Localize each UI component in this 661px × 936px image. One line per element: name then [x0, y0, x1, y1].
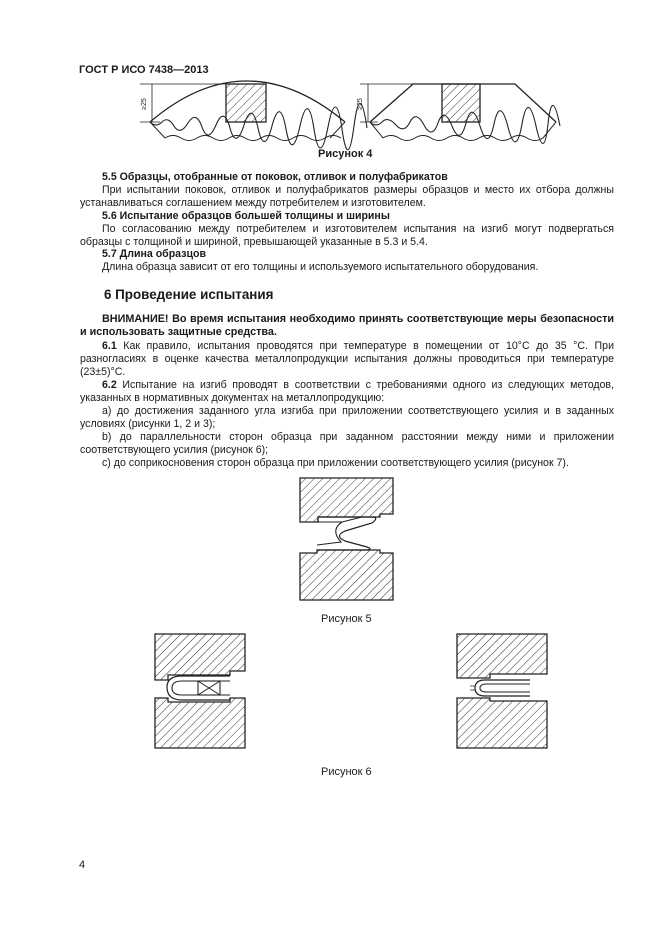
fig5-lower-block	[300, 550, 393, 600]
fig4-left-specimen	[226, 84, 266, 122]
paragraph-6-1-number: 6.1	[102, 340, 117, 352]
fig4-dim-right: ≥25	[357, 98, 364, 110]
fig6-right-specimen	[475, 680, 530, 696]
fig4-right-specimen	[442, 84, 480, 122]
fig6-left-upper-block	[155, 634, 245, 680]
list-item-b: b) до параллельности сторон образца при заданном расстоянии между ними и приложении соответствующего усилия (рисунок 6);	[80, 431, 614, 457]
fig5-upper-block	[300, 478, 393, 522]
section-5-6-title: 5.6 Испытание образцов большей толщины и ширины	[102, 210, 390, 222]
section-5-7-body: Длина образца зависит от его толщины и используемого испытательного оборудования.	[102, 261, 539, 273]
fig4-dim-left: ≥25	[141, 98, 148, 110]
document-code: ГОСТ Р ИСО 7438—2013	[79, 64, 209, 76]
section-5-6-body: По согласованию между потребителем и изготовителем испытания на изгиб могут подвергаться образцы с толщиной и шириной, превышающей указанные в 5.3 и 5.4.	[80, 223, 614, 249]
warning-label: ВНИМАНИЕ!	[102, 313, 169, 325]
page-number: 4	[79, 859, 86, 871]
paragraph-6-2-number: 6.2	[102, 379, 117, 391]
paragraph-6-2	[80, 379, 614, 405]
section-5-5-body: При испытании поковок, отливок и полуфабрикатов размеры образцов и место их отбора должны устанавливаться соглашением между потребителем и изготовителем.	[80, 184, 614, 210]
figure-6	[0, 628, 661, 768]
fig6-right-upper-block	[457, 634, 547, 678]
fig6-right-lower-block	[457, 698, 547, 748]
list-item-c: с) до соприкосновения сторон образца при приложении соответствующего усилия (рисунок 7).	[102, 457, 569, 469]
fig6-left-lower-block	[155, 698, 245, 748]
paragraph-6-2-text: Испытание на изгиб проводят в соответствии с требованиями одного из следующих методов, указанных в нормативных документах на металлопродукцию:	[80, 379, 614, 405]
paragraph-6-1-text: Как правило, испытания проводятся при температуре в помещении от 10°С до 35 °С. При разногласиях в оценке качества металлопродукции испытания должны проводиться при температуре (23±5)°С.	[80, 340, 614, 379]
figure-6-caption: Рисунок 6	[321, 766, 372, 778]
paragraph-6-1	[80, 340, 614, 380]
warning-text: Во время испытания необходимо принять соответствующие меры безопасности и использовать защитные средства.	[80, 313, 614, 339]
section-6-heading: 6 Проведение испытания	[104, 287, 274, 302]
figure-5-caption: Рисунок 5	[321, 613, 372, 625]
list-item-a: а) до достижения заданного угла изгиба при приложении соответствующего усилия и в заданных условиях (рисунки 1, 2 и 3);	[80, 405, 614, 431]
warning-paragraph	[80, 313, 614, 339]
figure-4-caption: Рисунок 4	[318, 148, 373, 160]
section-5-7-title: 5.7 Длина образцов	[102, 248, 206, 260]
section-5-5-title: 5.5 Образцы, отобранные от поковок, отливок и полуфабрикатов	[102, 171, 448, 183]
figure-4	[0, 0, 661, 160]
